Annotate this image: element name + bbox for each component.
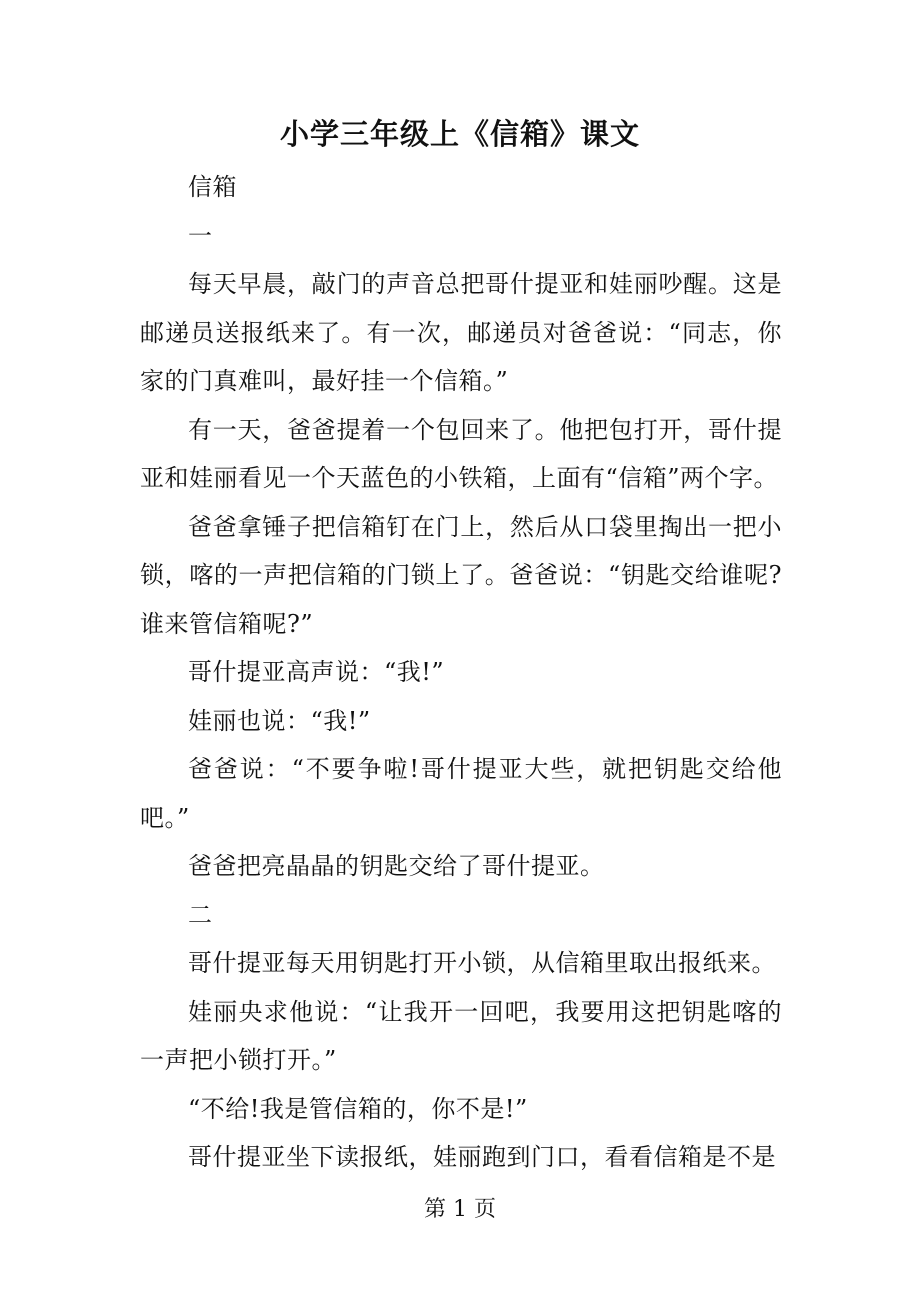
document-title: 小学三年级上《信箱》课文 (279, 117, 640, 151)
section-number-one: 一 (188, 221, 213, 250)
paragraph: 爸爸拿锤子把信箱钉在门上，然后从口袋里掏出一把小锁，喀的一声把信箱的门锁上了。爸爸说：“钥匙交给谁呢?谁来管信箱呢?” (140, 512, 782, 638)
paragraph: 哥什提亚坐下读报纸，娃丽跑到门口，看看信箱是不是 (188, 1143, 776, 1171)
paragraph: 娃丽央求他说：“让我开一回吧，我要用这把钥匙喀的一声把小锁打开。” (140, 997, 782, 1074)
paragraph: 有一天，爸爸提着一个包回来了。他把包打开，哥什提亚和娃丽看见一个天蓝色的小铁箱，上面有“信箱”两个字。 (140, 415, 782, 492)
page-number-footer: 第 1 页 (424, 1197, 496, 1222)
section-number-two: 二 (188, 900, 213, 929)
paragraph: 哥什提亚每天用钥匙打开小锁，从信箱里取出报纸来。 (188, 949, 776, 977)
document-body (140, 163, 782, 1182)
paragraph-heading: 信箱 (188, 173, 237, 201)
paragraph: 娃丽也说：“我!” (188, 706, 371, 735)
paragraph: 爸爸说：“不要争啦!哥什提亚大些，就把钥匙交给他吧。” (140, 755, 782, 832)
paragraph: 哥什提亚高声说：“我!” (188, 658, 445, 686)
paragraph: 每天早晨，敲门的声音总把哥什提亚和娃丽吵醒。这是邮递员送报纸来了。有一次，邮递员对爸爸说：“同志，你家的门真难叫，最好挂一个信箱。” (140, 270, 782, 395)
paragraph: 爸爸把亮晶晶的钥匙交给了哥什提亚。 (188, 852, 605, 880)
paragraph: “不给!我是管信箱的，你不是!” (188, 1094, 528, 1123)
